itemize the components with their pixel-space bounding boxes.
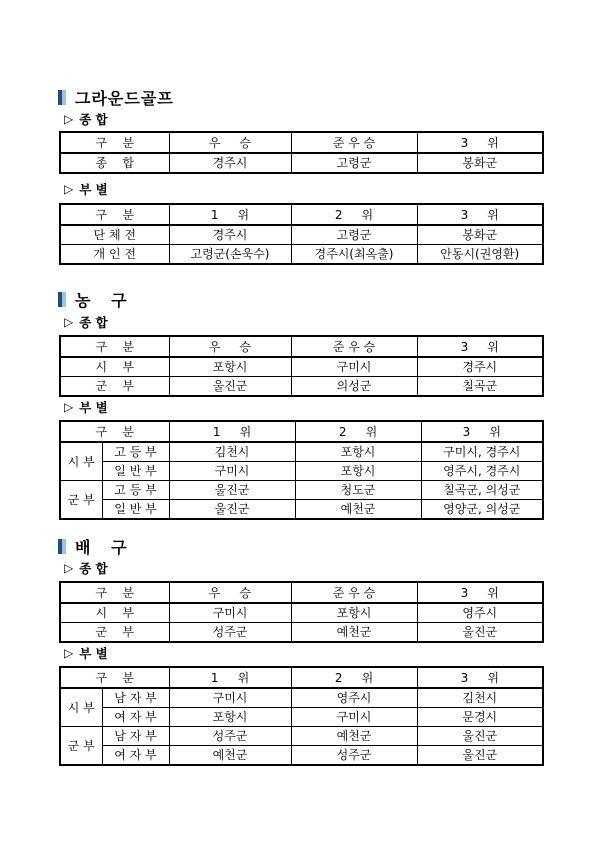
cell-first: 구미시 (169, 688, 291, 708)
row-label: 일 반 부 (102, 462, 169, 481)
header-cell: 2 위 (291, 204, 417, 225)
cell-third: 영주시, 경주시 (421, 462, 543, 481)
header-cell: 3 위 (417, 582, 543, 603)
triangle-right-icon: ▷ (64, 112, 74, 126)
cell-first: 구미시 (169, 462, 295, 481)
cell-third: 영양군, 의성군 (421, 500, 543, 520)
group-label: 군 부 (60, 727, 102, 766)
section-title-text: 그라운드골프 (75, 88, 174, 108)
table-header-row (60, 204, 543, 225)
subtitle-division (64, 398, 108, 416)
triangle-right-icon: ▷ (64, 182, 74, 196)
subtitle-division (64, 180, 108, 198)
cell-first: 포항시 (169, 708, 291, 727)
table-row (60, 462, 543, 481)
table-header-row (60, 582, 543, 603)
table-row (60, 225, 543, 245)
triangle-right-icon: ▷ (64, 561, 74, 575)
header-cell: 준 우 승 (291, 336, 417, 357)
cell-third: 구미시, 경주시 (421, 442, 543, 462)
table-overall-basketball (59, 335, 544, 397)
cell-second: 포항시 (295, 442, 421, 462)
table-overall-ground-golf (59, 131, 544, 174)
triangle-right-icon: ▷ (64, 315, 74, 329)
header-cell: 구 분 (60, 421, 169, 442)
cell-second: 청도군 (295, 481, 421, 500)
header-cell: 1 위 (169, 204, 291, 225)
header-cell: 1 위 (169, 667, 291, 688)
header-cell: 3 위 (421, 421, 543, 442)
cell-second: 성주군 (291, 746, 417, 766)
row-label: 군 부 (60, 623, 169, 643)
table-header-row (60, 421, 543, 442)
section-title-text: 농 구 (75, 290, 128, 310)
row-label: 고 등 부 (102, 442, 169, 462)
header-cell: 준 우 승 (291, 582, 417, 603)
header-cell: 구 분 (60, 336, 169, 357)
table-row (60, 377, 543, 397)
header-cell: 2 위 (295, 421, 421, 442)
cell-first: 성주군 (169, 727, 291, 746)
cell-first: 예천군 (169, 746, 291, 766)
table-division-volleyball (59, 666, 544, 766)
group-label: 시 부 (60, 442, 102, 481)
table-row (60, 727, 543, 746)
cell-first: 고령군(손욱수) (169, 245, 291, 265)
cell-third: 봉화군 (417, 153, 543, 173)
cell-third: 칠곡군, 의성군 (421, 481, 543, 500)
table-row (60, 688, 543, 708)
subtitle-division (64, 644, 108, 662)
header-cell: 2 위 (291, 667, 417, 688)
group-label: 군 부 (60, 481, 102, 520)
row-label: 시 부 (60, 357, 169, 377)
table-row (60, 603, 543, 623)
row-label: 종 합 (60, 153, 169, 173)
table-row (60, 153, 543, 173)
cell-third: 울진군 (417, 623, 543, 643)
table-division-basketball (59, 420, 544, 520)
cell-second: 포항시 (295, 462, 421, 481)
cell-second: 고령군 (291, 225, 417, 245)
cell-runner-up: 포항시 (291, 603, 417, 623)
row-label: 남 자 부 (102, 688, 169, 708)
cell-winner: 성주군 (169, 623, 291, 643)
cell-first: 울진군 (169, 481, 295, 500)
header-cell: 우 승 (169, 132, 291, 153)
section-marker-icon (58, 90, 66, 105)
subtitle-text: 부 별 (79, 182, 108, 197)
cell-third: 칠곡군 (417, 377, 543, 397)
section-marker-icon (58, 539, 66, 554)
row-label: 고 등 부 (102, 481, 169, 500)
header-cell: 3 위 (417, 132, 543, 153)
subtitle-text: 종 합 (79, 315, 108, 330)
cell-winner: 구미시 (169, 603, 291, 623)
table-row (60, 746, 543, 766)
cell-first: 김천시 (169, 442, 295, 462)
row-label: 여 자 부 (102, 746, 169, 766)
cell-second: 구미시 (291, 708, 417, 727)
cell-first: 울진군 (169, 500, 295, 520)
table-row (60, 623, 543, 643)
table-row (60, 442, 543, 462)
row-label: 단 체 전 (60, 225, 169, 245)
table-row (60, 357, 543, 377)
header-cell: 3 위 (417, 204, 543, 225)
subtitle-text: 종 합 (79, 561, 108, 576)
cell-third: 김천시 (417, 688, 543, 708)
cell-third: 울진군 (417, 727, 543, 746)
cell-second: 영주시 (291, 688, 417, 708)
header-cell: 구 분 (60, 667, 169, 688)
section-marker-icon (58, 292, 66, 307)
table-division-ground-golf (59, 203, 544, 265)
cell-runner-up: 의성군 (291, 377, 417, 397)
subtitle-overall (64, 313, 108, 331)
header-cell: 우 승 (169, 582, 291, 603)
header-cell: 준 우 승 (291, 132, 417, 153)
row-label: 일 반 부 (102, 500, 169, 520)
cell-third: 봉화군 (417, 225, 543, 245)
header-cell: 구 분 (60, 582, 169, 603)
cell-winner: 경주시 (169, 153, 291, 173)
header-cell: 우 승 (169, 336, 291, 357)
header-cell: 구 분 (60, 204, 169, 225)
cell-third: 안동시(권영환) (417, 245, 543, 265)
cell-third: 영주시 (417, 603, 543, 623)
cell-runner-up: 구미시 (291, 357, 417, 377)
cell-second: 경주시(최옥출) (291, 245, 417, 265)
table-header-row (60, 336, 543, 357)
subtitle-text: 부 별 (79, 400, 108, 415)
row-label: 군 부 (60, 377, 169, 397)
table-overall-volleyball (59, 581, 544, 643)
subtitle-overall (64, 559, 108, 577)
table-row (60, 481, 543, 500)
cell-winner: 울진군 (169, 377, 291, 397)
table-header-row (60, 132, 543, 153)
header-cell: 3 위 (417, 667, 543, 688)
cell-third: 울진군 (417, 746, 543, 766)
cell-second: 예천군 (291, 727, 417, 746)
cell-third: 경주시 (417, 357, 543, 377)
table-row (60, 708, 543, 727)
cell-runner-up: 예천군 (291, 623, 417, 643)
triangle-right-icon: ▷ (64, 400, 74, 414)
section-title-ground-golf (58, 86, 174, 108)
row-label: 개 인 전 (60, 245, 169, 265)
header-cell: 구 분 (60, 132, 169, 153)
row-label: 남 자 부 (102, 727, 169, 746)
cell-third: 문경시 (417, 708, 543, 727)
subtitle-overall (64, 110, 108, 128)
group-label: 시 부 (60, 688, 102, 727)
section-title-text: 배 구 (75, 537, 128, 557)
cell-winner: 포항시 (169, 357, 291, 377)
row-label: 여 자 부 (102, 708, 169, 727)
subtitle-text: 부 별 (79, 646, 108, 661)
triangle-right-icon: ▷ (64, 646, 74, 660)
subtitle-text: 종 합 (79, 112, 108, 127)
cell-runner-up: 고령군 (291, 153, 417, 173)
cell-first: 경주시 (169, 225, 291, 245)
section-title-volleyball (58, 535, 128, 557)
row-label: 시 부 (60, 603, 169, 623)
table-row (60, 245, 543, 265)
section-title-basketball (58, 288, 128, 310)
table-row (60, 500, 543, 520)
cell-second: 예천군 (295, 500, 421, 520)
header-cell: 3 위 (417, 336, 543, 357)
header-cell: 1 위 (169, 421, 295, 442)
table-header-row (60, 667, 543, 688)
